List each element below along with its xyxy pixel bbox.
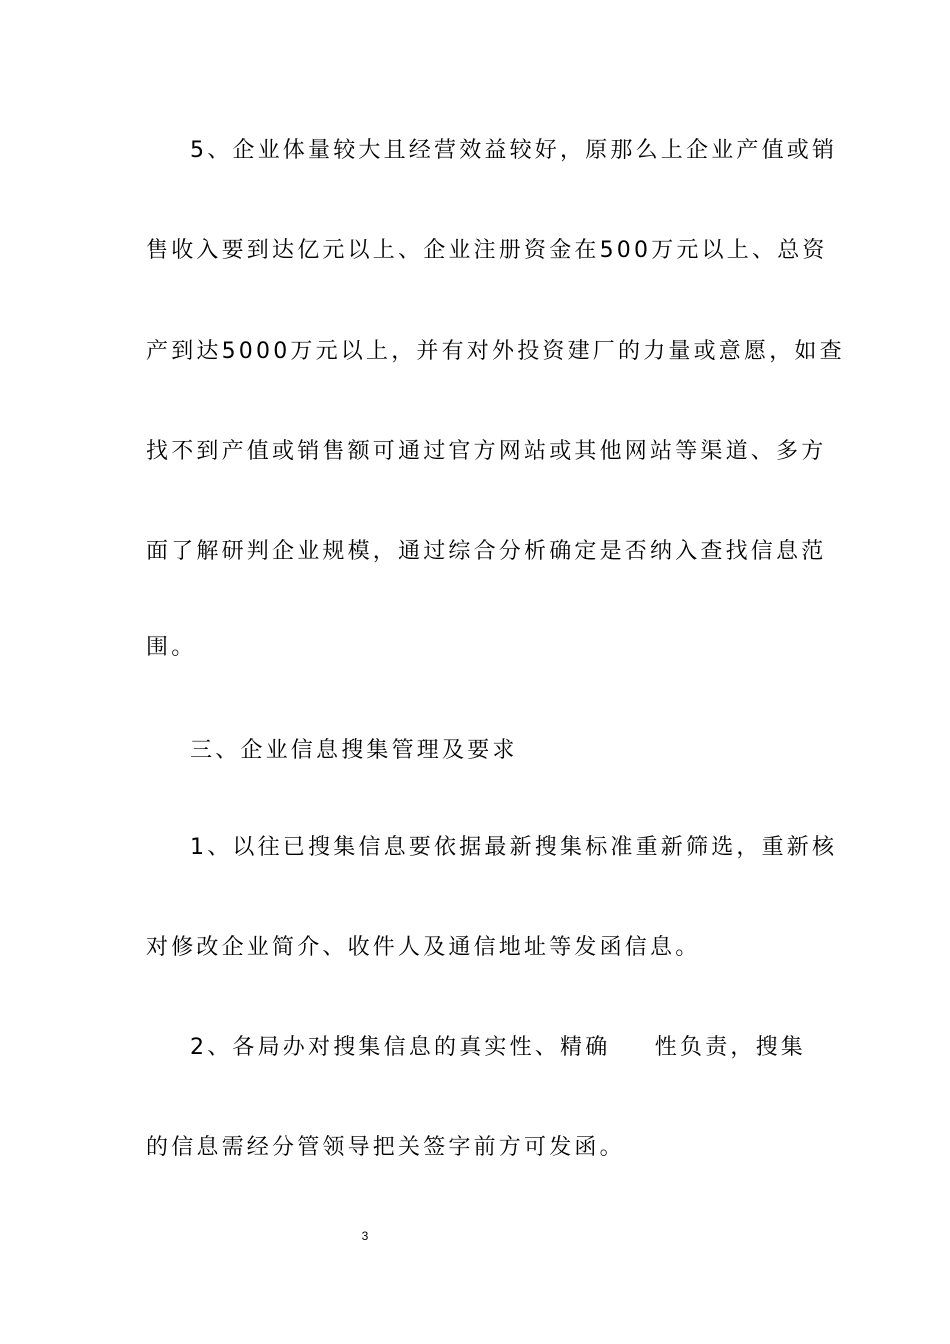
text-line: 的信息需经分管领导把关签字前方可发函。 — [146, 1135, 625, 1160]
text-line: 5、企业体量较大且经营效益较好，原那么上企业产值或销 — [190, 138, 838, 163]
paragraph-5-line-4 — [146, 437, 827, 467]
item-1-line-2 — [146, 933, 806, 963]
item-2-line-2 — [146, 1133, 806, 1163]
text-line: 对修改企业简介、收件人及通信地址等发函信息。 — [146, 935, 701, 960]
text-segment-right: 性负责，搜集 — [654, 1035, 806, 1060]
section-heading-text: 三、企业信息搜集管理及要求 — [190, 738, 518, 763]
paragraph-5-line-3 — [146, 337, 845, 367]
paragraph-5-line-2 — [146, 236, 828, 266]
paragraph-5-line-6 — [146, 633, 806, 663]
item-2-line-1 — [190, 1033, 806, 1063]
item-1-line-1 — [190, 833, 838, 863]
page-number: 3 — [361, 1229, 369, 1243]
text-segment-left: 2、各局办对搜集信息的真实性、精确 — [190, 1035, 611, 1060]
text-line: 1、以往已搜集信息要依据最新搜集标准重新筛选，重新核 — [190, 835, 838, 860]
section-heading — [190, 736, 806, 766]
text-line: 售收入要到达亿元以上、企业注册资金在500万元以上、总资 — [146, 238, 828, 263]
paragraph-5-line-1 — [190, 136, 838, 166]
text-line: 产到达5000万元以上，并有对外投资建厂的力量或意愿，如查 — [146, 339, 845, 364]
text-line: 面了解研判企业规模，通过综合分析确定是否纳入查找信息范 — [146, 539, 827, 564]
text-line: 围。 — [146, 635, 197, 660]
text-line: 找不到产值或销售额可通过官方网站或其他网站等渠道、多方 — [146, 439, 827, 464]
paragraph-5-line-5 — [146, 537, 827, 567]
